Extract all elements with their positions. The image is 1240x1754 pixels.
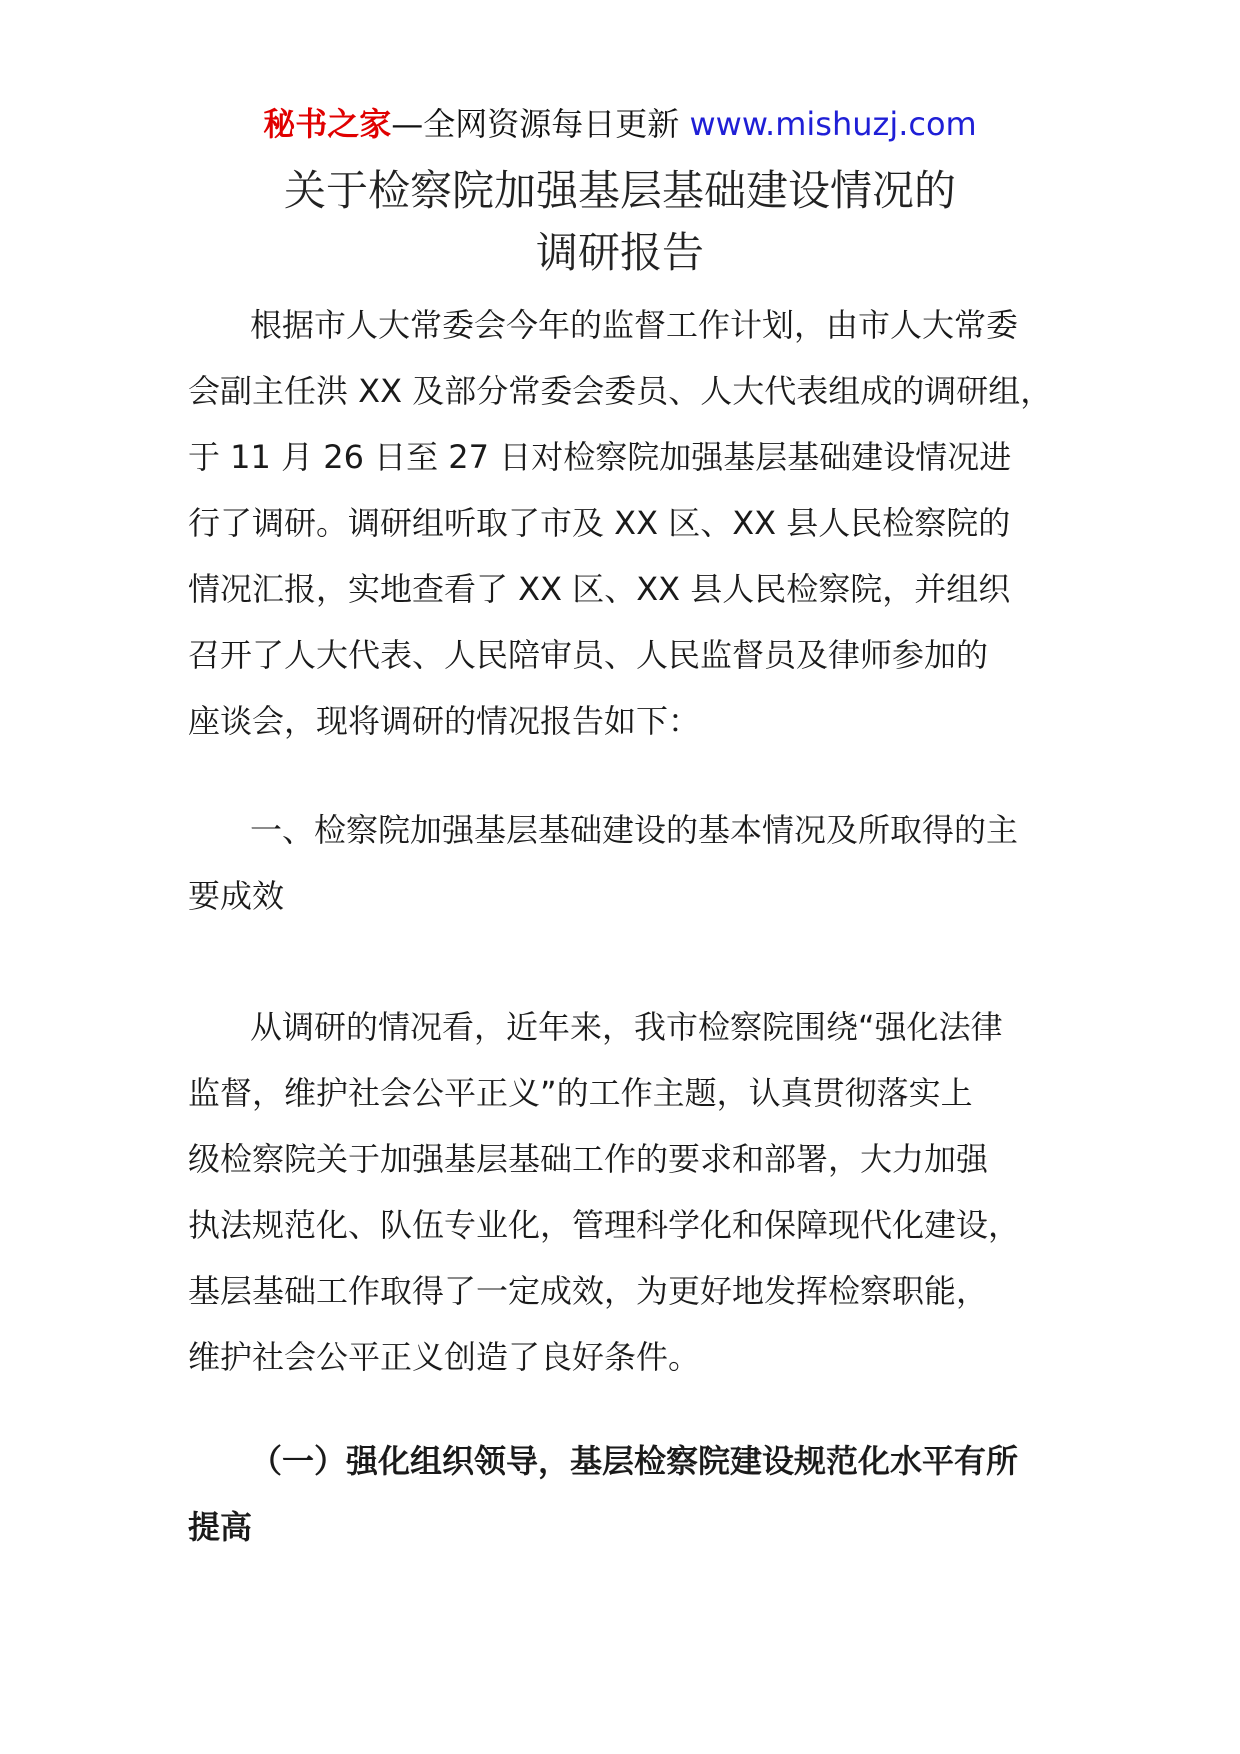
paragraph-line: 监督，维护社会公平正义”的工作主题，认真贯彻落实上 [188, 1074, 973, 1112]
banner-slogan: —全网资源每日更新 [391, 105, 690, 143]
document-title [0, 160, 1240, 284]
heading-line: 要成效 [188, 877, 285, 915]
paragraph-line: 会副主任洪 XX 及部分常委会委员、人大代表组成的调研组， [188, 372, 1053, 410]
paragraph-line: 维护社会公平正义创造了良好条件。 [188, 1338, 701, 1376]
title-line-1: 关于检察院加强基层基础建设情况的 [283, 166, 956, 215]
heading-line: 提高 [188, 1508, 253, 1546]
paragraph-line: 行了调研。调研组听取了市及 XX 区、XX 县人民检察院的 [188, 504, 1011, 542]
banner-url-link[interactable]: www.mishuzj.com [689, 105, 977, 143]
paragraph-line: 级检察院关于加强基层基础工作的要求和部署，大力加强 [188, 1140, 989, 1178]
paragraph-line: 根据市人大常委会今年的监督工作计划，由市人大常委 [250, 306, 1019, 344]
paragraph-line: 于 11 月 26 日至 27 日对检察院加强基层基础建设情况进 [188, 438, 1012, 476]
paragraph-line: 执法规范化、队伍专业化，管理科学化和保障现代化建设， [188, 1206, 1021, 1244]
banner-brand: 秘书之家 [263, 105, 392, 143]
paragraph-intro [188, 292, 1078, 754]
paragraph-line: 情况汇报，实地查看了 XX 区、XX 县人民检察院，并组织 [188, 570, 1011, 608]
paragraph-achievements [188, 994, 1078, 1390]
site-banner [0, 100, 1240, 148]
heading-line: 一、检察院加强基层基础建设的基本情况及所取得的主 [250, 811, 1019, 849]
section-heading-1 [188, 797, 1078, 929]
paragraph-line: 从调研的情况看，近年来，我市检察院围绕“强化法律 [250, 1008, 1003, 1046]
paragraph-line: 基层基础工作取得了一定成效，为更好地发挥检察职能， [188, 1272, 989, 1310]
title-line-2: 调研报告 [535, 228, 704, 277]
paragraph-line: 召开了人大代表、人民陪审员、人民监督员及律师参加的 [188, 636, 989, 674]
subsection-heading-1 [188, 1428, 1078, 1560]
heading-line: （一）强化组织领导，基层检察院建设规范化水平有所 [250, 1442, 1019, 1480]
paragraph-line: 座谈会，现将调研的情况报告如下： [188, 702, 701, 740]
